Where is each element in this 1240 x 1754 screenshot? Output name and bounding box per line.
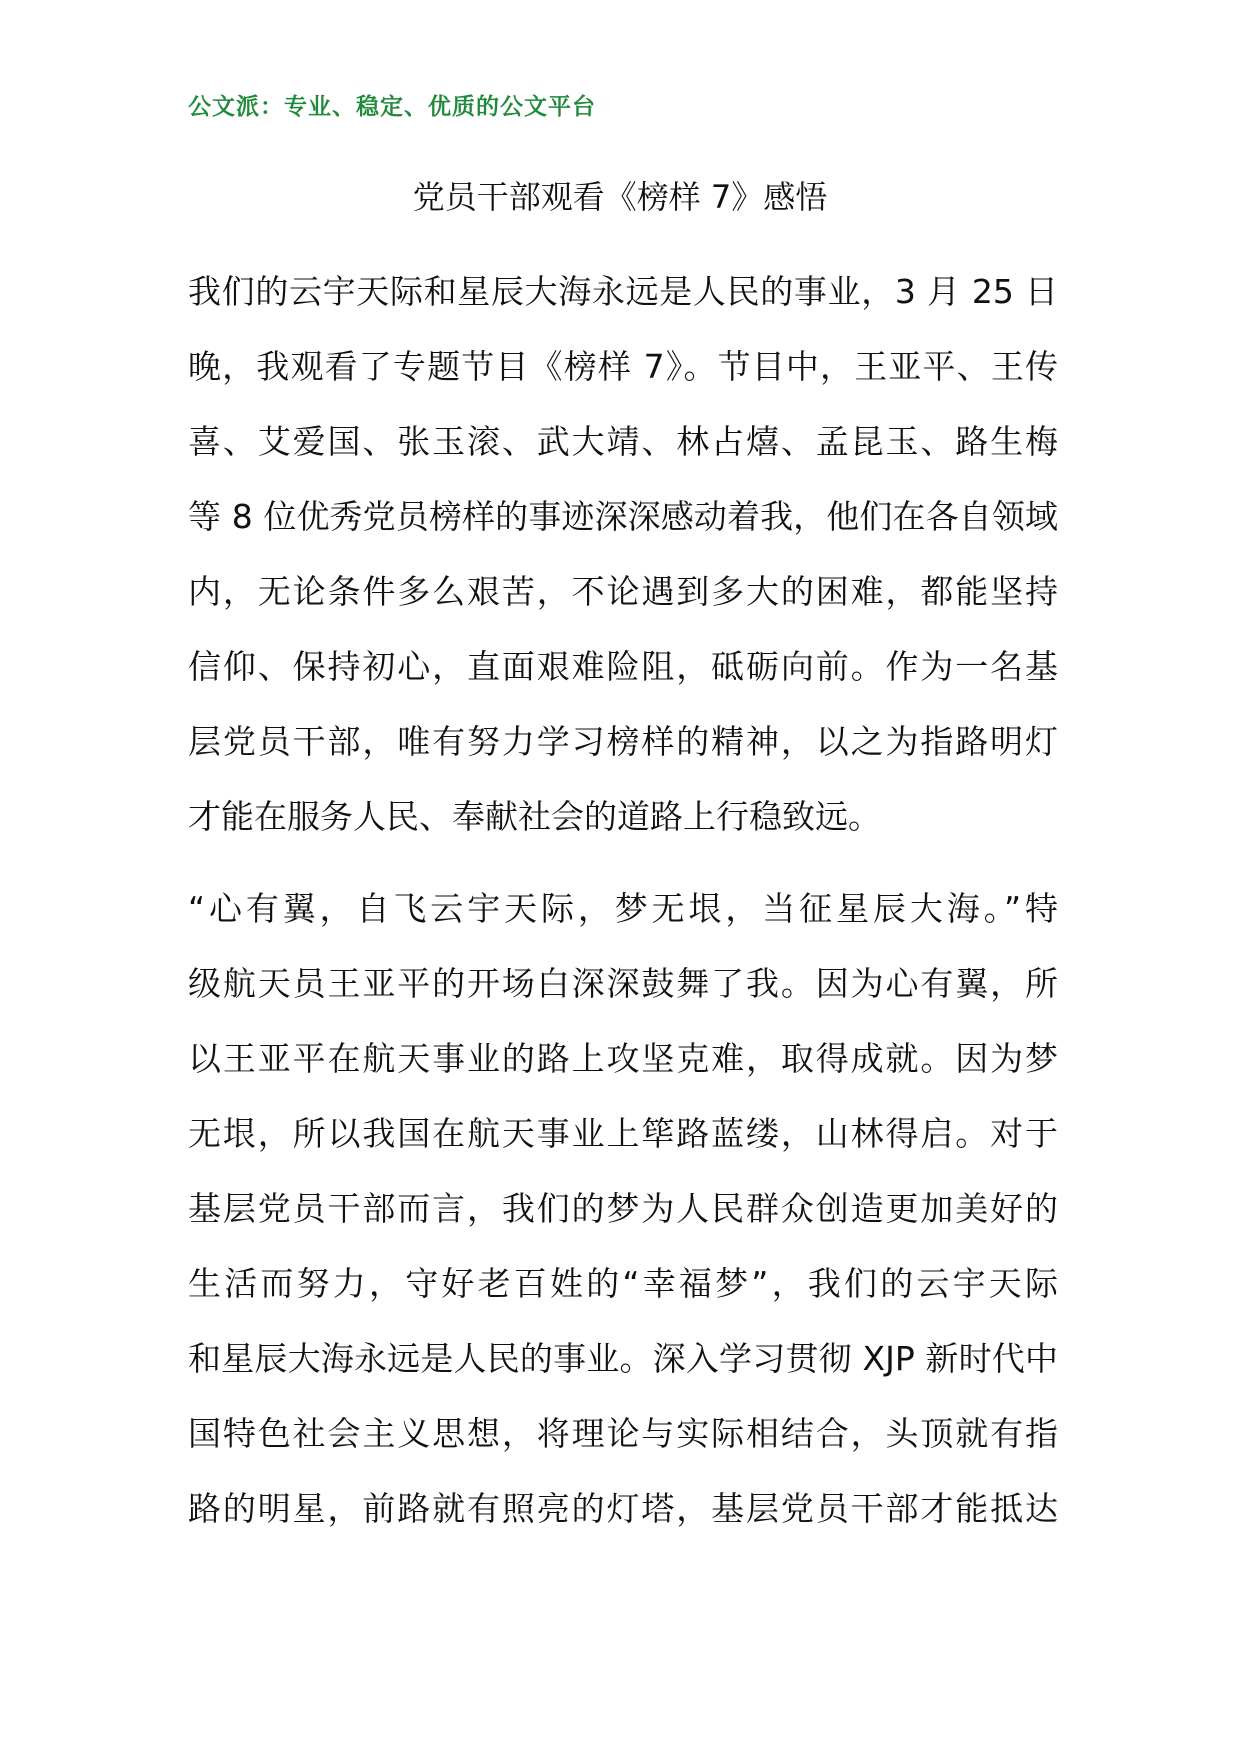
header-brand: 公文派：专业、稳定、优质的公文平台: [188, 94, 596, 120]
paragraph-line: 信仰、保持初心，直面艰难险阻，砥砺向前。作为一名基: [188, 647, 1058, 686]
paragraph-line: 无垠，所以我国在航天事业上筚路蓝缕，山林得启。对于: [188, 1114, 1058, 1153]
paragraph-line: 层党员干部，唯有努力学习榜样的精神，以之为指路明灯: [188, 722, 1058, 761]
document-title: 党员干部观看《榜样 7》感悟: [412, 178, 828, 216]
paragraph-line: 以王亚平在航天事业的路上攻坚克难，取得成就。因为梦: [188, 1039, 1058, 1078]
paragraph-line: 才能在服务人民、奉献社会的道路上行稳致远。: [188, 797, 881, 836]
paragraph-line: 我们的云宇天际和星辰大海永远是人民的事业，3 月 25 日: [188, 272, 1058, 311]
paragraph-line: “心有翼，自飞云宇天际，梦无垠，当征星辰大海。”特: [188, 889, 1058, 928]
paragraph-1: [188, 254, 1058, 854]
paragraph-line: 喜、艾爱国、张玉滚、武大靖、林占熺、孟昆玉、路生梅: [188, 422, 1058, 461]
paragraph-line: 生活而努力，守好老百姓的“幸福梦”，我们的云宇天际: [188, 1264, 1058, 1303]
paragraph-line: 路的明星，前路就有照亮的灯塔，基层党员干部才能抵达: [188, 1489, 1058, 1528]
paragraph-line: 级航天员王亚平的开场白深深鼓舞了我。因为心有翼，所: [188, 964, 1058, 1003]
paragraph-2: [188, 871, 1058, 1546]
paragraph-line: 等 8 位优秀党员榜样的事迹深深感动着我，他们在各自领域: [188, 497, 1058, 536]
paragraph-line: 晚，我观看了专题节目《榜样 7》。节目中，王亚平、王传: [188, 347, 1058, 386]
paragraph-line: 内，无论条件多么艰苦，不论遇到多大的困难，都能坚持: [188, 572, 1058, 611]
paragraph-line: 国特色社会主义思想，将理论与实际相结合，头顶就有指: [188, 1414, 1058, 1453]
paragraph-line: 和星辰大海永远是人民的事业。深入学习贯彻 XJP 新时代中: [188, 1339, 1058, 1378]
paragraph-line: 基层党员干部而言，我们的梦为人民群众创造更加美好的: [188, 1189, 1058, 1228]
